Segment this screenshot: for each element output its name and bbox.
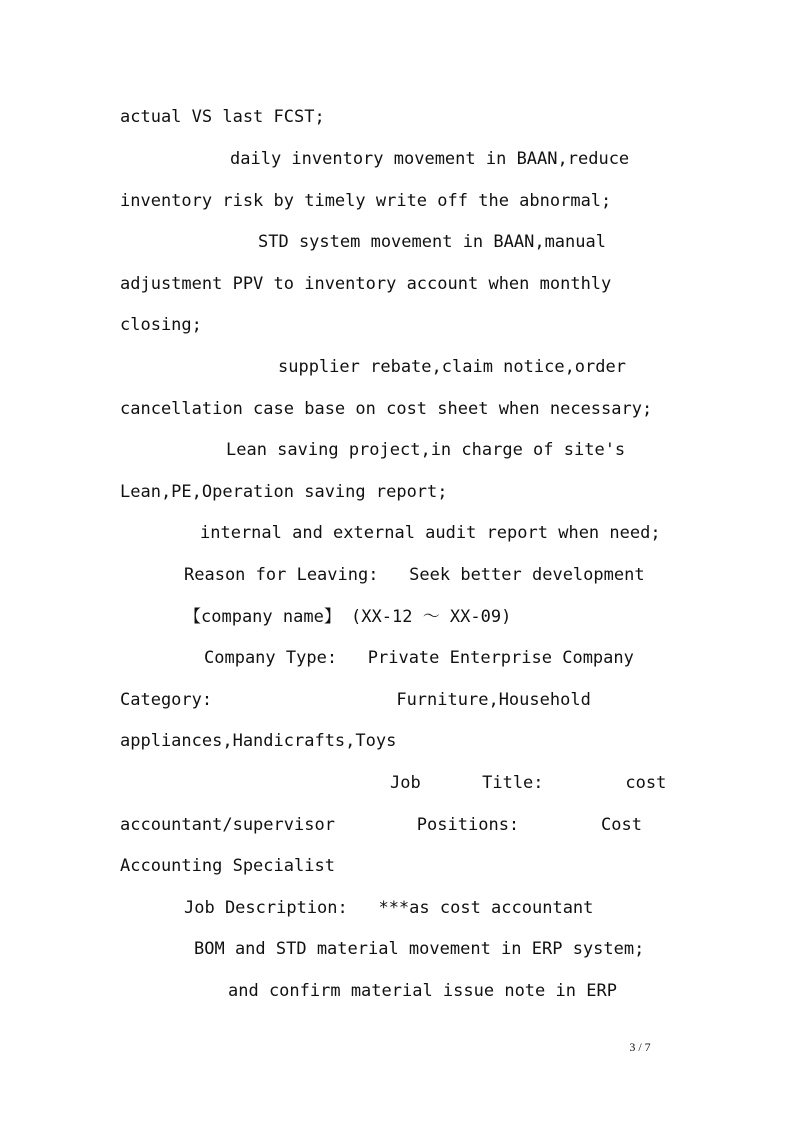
text-line: Accounting Specialist [120, 856, 335, 876]
text-line: daily inventory movement in BAAN,reduce [230, 149, 630, 169]
text-line: and confirm material issue note in ERP [228, 981, 617, 1001]
text-line: adjustment PPV to inventory account when monthly [120, 274, 612, 294]
page-number: 3 / 7 [629, 1040, 651, 1054]
text-line: Job Description: ***as cost accountant [184, 898, 594, 918]
text-line: Company Type: Private Enterprise Company [204, 648, 634, 668]
company-heading: 【company name】 (XX-12 ～ XX-09) [184, 607, 512, 627]
text-line: Lean,PE,Operation saving report; [120, 482, 448, 502]
text-line: Lean saving project,in charge of site's [226, 440, 626, 460]
text-line: cancellation case base on cost sheet when necessary; [120, 399, 653, 419]
text-line: BOM and STD material movement in ERP system; [194, 939, 645, 959]
text-line: Reason for Leaving: Seek better development [184, 565, 645, 585]
text-line: supplier rebate,claim notice,order [278, 357, 626, 377]
text-line: appliances,Handicrafts,Toys [120, 731, 397, 751]
text-line: inventory risk by timely write off the abnormal; [120, 191, 612, 211]
text-line: actual VS last FCST; [120, 107, 325, 127]
text-line: accountant/supervisor Positions: Cost [120, 815, 642, 835]
text-line: Job Title: cost [390, 773, 667, 793]
text-line: Category: Furniture,Household [120, 690, 591, 710]
text-line: closing; [120, 315, 202, 335]
text-line: internal and external audit report when need; [200, 523, 661, 543]
text-line: STD system movement in BAAN,manual [258, 232, 606, 252]
